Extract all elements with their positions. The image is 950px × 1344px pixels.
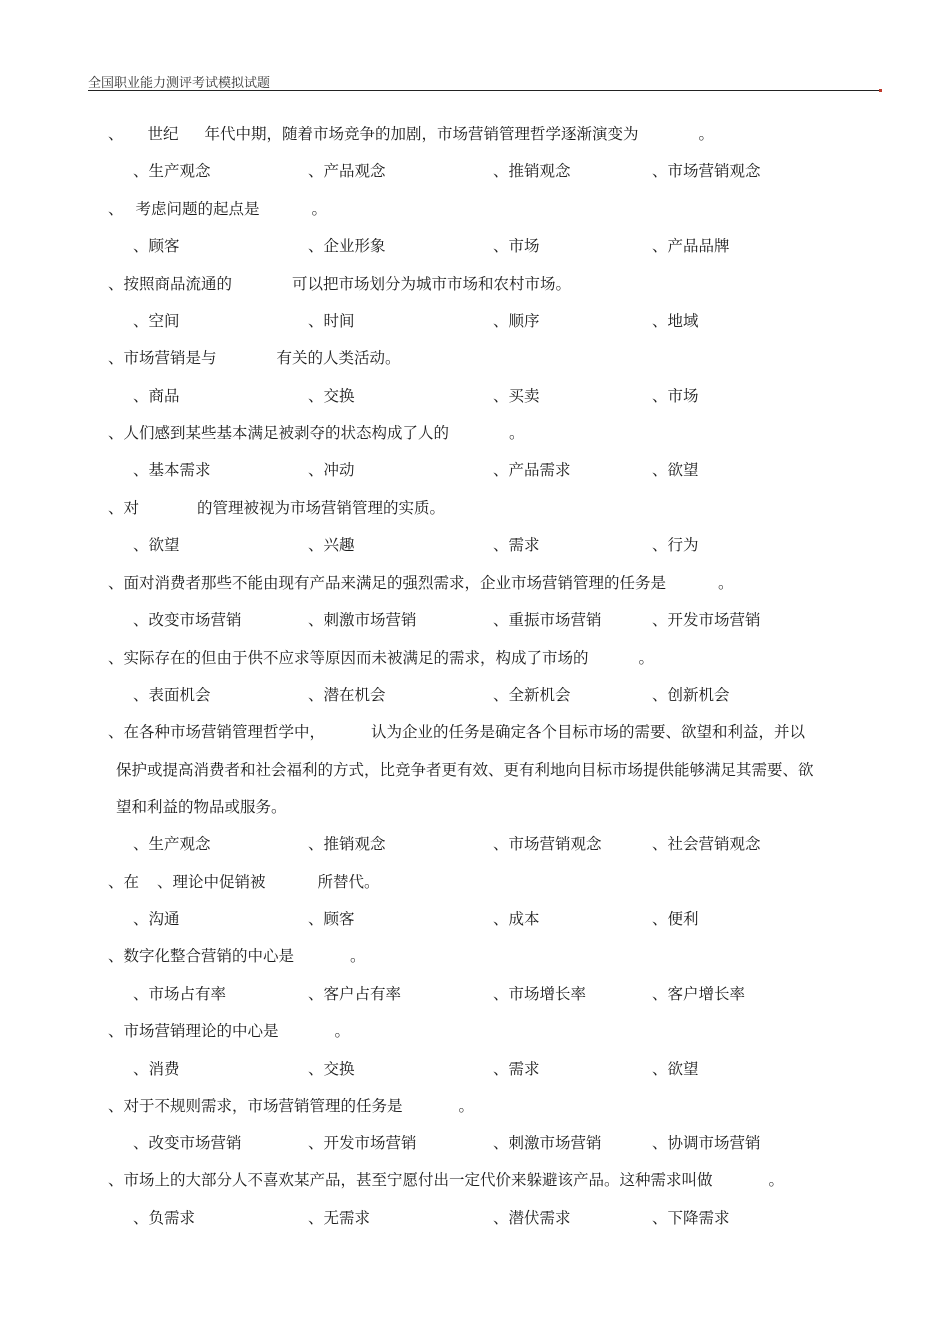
question-text: 可以把市场划分为城市市场和农村市场。 — [292, 275, 572, 293]
option-b: 、产品观念 — [308, 162, 386, 180]
option-c: 、刺激市场营销 — [493, 1134, 602, 1152]
question-11 — [108, 947, 366, 965]
question-text: 。 — [334, 1022, 351, 1040]
option-c: 、需求 — [493, 536, 540, 554]
option-b: 、企业形象 — [308, 237, 386, 255]
option-d: 、协调市场营销 — [652, 1134, 761, 1152]
question-9-continuation: 望和利益的物品或服务。 — [116, 798, 287, 816]
option-d: 、市场 — [652, 387, 699, 405]
option-a: 、欲望 — [133, 536, 180, 554]
question-4 — [108, 349, 401, 367]
option-b: 、交换 — [308, 387, 355, 405]
option-a: 、基本需求 — [133, 461, 211, 479]
option-d: 、下降需求 — [652, 1209, 730, 1227]
option-b: 、无需求 — [308, 1209, 371, 1227]
option-b: 、开发市场营销 — [308, 1134, 417, 1152]
question-text: 有关的人类活动。 — [276, 349, 401, 367]
option-c: 、推销观念 — [493, 162, 571, 180]
option-a: 、商品 — [133, 387, 180, 405]
option-c: 、全新机会 — [493, 686, 571, 704]
question-text: 、数字化整合营销的中心是 — [108, 947, 295, 965]
question-9-continuation: 保护或提高消费者和社会福利的方式，比竞争者更有效、更有利地向目标市场提供能够满足其需要、欲 — [116, 761, 814, 779]
question-text: 、理论中促销被 — [157, 873, 266, 891]
option-b: 、顾客 — [308, 910, 355, 928]
question-9 — [108, 723, 805, 741]
question-3 — [108, 275, 571, 293]
option-b: 、推销观念 — [308, 835, 386, 853]
option-d: 、市场营销观念 — [652, 162, 761, 180]
option-d: 、欲望 — [652, 1060, 699, 1078]
option-a: 、改变市场营销 — [133, 1134, 242, 1152]
page-header — [88, 70, 880, 91]
option-b: 、客户占有率 — [308, 985, 402, 1003]
header-title: 全国职业能力测评考试模拟试题 — [88, 76, 271, 91]
question-text: 、面对消费者那些不能由现有产品来满足的强烈需求，企业市场营销管理的任务是 — [108, 574, 667, 592]
question-6 — [108, 499, 445, 517]
question-text: 。 — [458, 1097, 475, 1115]
option-a: 、生产观念 — [133, 835, 211, 853]
option-a: 、空间 — [133, 312, 180, 330]
question-text: 考虑问题的起点是 — [135, 200, 260, 218]
question-12 — [108, 1022, 350, 1040]
question-text: 、在各种市场营销管理哲学中， — [108, 723, 326, 741]
question-text: 、市场营销是与 — [108, 349, 217, 367]
option-a: 、顾客 — [133, 237, 180, 255]
option-a: 、生产观念 — [133, 162, 211, 180]
option-a: 、表面机会 — [133, 686, 211, 704]
option-b: 、交换 — [308, 1060, 355, 1078]
option-a: 、沟通 — [133, 910, 180, 928]
option-d: 、产品品牌 — [652, 237, 730, 255]
option-b: 、刺激市场营销 — [308, 611, 417, 629]
option-c: 、潜伏需求 — [493, 1209, 571, 1227]
question-text: 年代中期，随着市场竞争的加剧，市场营销管理哲学逐渐演变为 — [204, 125, 639, 143]
option-d: 、客户增长率 — [652, 985, 746, 1003]
question-text: 。 — [638, 649, 655, 667]
question-7 — [108, 574, 734, 592]
question-1 — [108, 125, 714, 143]
question-text: 、在 — [108, 873, 140, 891]
question-text: 、 — [108, 200, 124, 218]
question-text: 世纪 — [147, 125, 179, 143]
question-text: 、市场上的大部分人不喜欢某产品，甚至宁愿付出一定代价来躲避该产品。这种需求叫做 — [108, 1171, 713, 1189]
option-d: 、创新机会 — [652, 686, 730, 704]
question-text: 、人们感到某些基本满足被剥夺的状态构成了人的 — [108, 424, 450, 442]
option-b: 、时间 — [308, 312, 355, 330]
question-text: 。 — [698, 125, 715, 143]
option-c: 、产品需求 — [493, 461, 571, 479]
option-a: 、改变市场营销 — [133, 611, 242, 629]
option-b: 、潜在机会 — [308, 686, 386, 704]
option-b: 、兴趣 — [308, 536, 355, 554]
question-14 — [108, 1171, 784, 1189]
question-10 — [108, 873, 380, 891]
question-13 — [108, 1097, 474, 1115]
question-text: 、对 — [108, 499, 140, 517]
question-text: 、市场营销理论的中心是 — [108, 1022, 279, 1040]
option-c: 、买卖 — [493, 387, 540, 405]
question-text: 、 — [108, 125, 124, 143]
option-c: 、重振市场营销 — [493, 611, 602, 629]
option-a: 、消费 — [133, 1060, 180, 1078]
option-d: 、地域 — [652, 312, 699, 330]
option-d: 、开发市场营销 — [652, 611, 761, 629]
option-a: 、市场占有率 — [133, 985, 227, 1003]
option-c: 、需求 — [493, 1060, 540, 1078]
question-text: 。 — [311, 200, 328, 218]
option-a: 、负需求 — [133, 1209, 196, 1227]
question-5 — [108, 424, 525, 442]
question-text: 。 — [509, 424, 525, 442]
question-text: 。 — [718, 574, 734, 592]
question-text: 所替代。 — [317, 873, 380, 891]
question-text: 、按照商品流通的 — [108, 275, 233, 293]
question-text: 、对于不规则需求，市场营销管理的任务是 — [108, 1097, 403, 1115]
option-c: 、市场增长率 — [493, 985, 587, 1003]
question-8 — [108, 649, 654, 667]
option-d: 、行为 — [652, 536, 699, 554]
question-2 — [108, 200, 327, 218]
question-text: 的管理被视为市场营销管理的实质。 — [197, 499, 446, 517]
option-d: 、便利 — [652, 910, 699, 928]
option-d: 、社会营销观念 — [652, 835, 761, 853]
question-text: 认为企业的任务是确定各个目标市场的需要、欲望和利益，并以 — [371, 723, 806, 741]
header-rule-mark — [879, 89, 882, 92]
question-text: 。 — [768, 1171, 785, 1189]
option-c: 、市场营销观念 — [493, 835, 602, 853]
option-d: 、欲望 — [652, 461, 699, 479]
option-c: 、顺序 — [493, 312, 540, 330]
question-text: 、实际存在的但由于供不应求等原因而未被满足的需求，构成了市场的 — [108, 649, 589, 667]
option-b: 、冲动 — [308, 461, 355, 479]
question-text: 。 — [350, 947, 366, 965]
option-c: 、成本 — [493, 910, 540, 928]
option-c: 、市场 — [493, 237, 540, 255]
